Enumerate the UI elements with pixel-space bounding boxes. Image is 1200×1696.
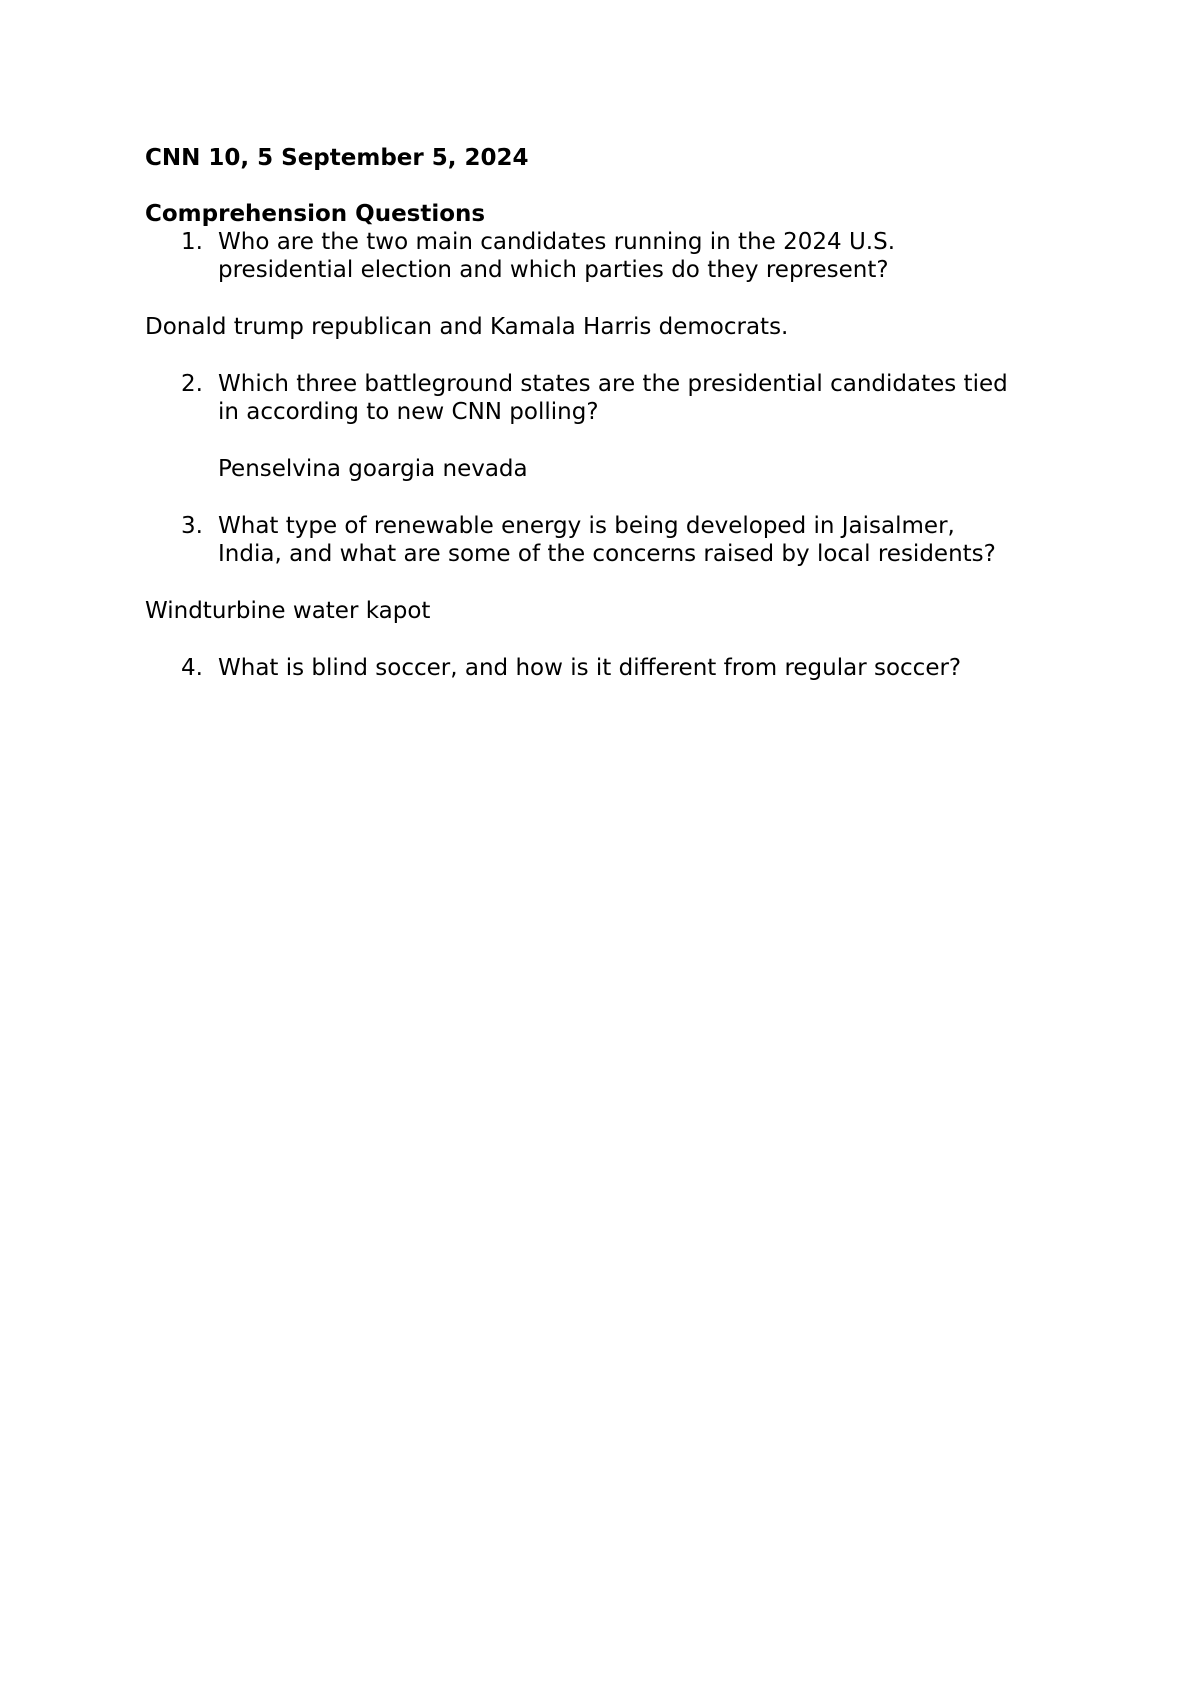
document-heading: CNN 10, 5 September 5, 2024 — [145, 145, 529, 171]
section-title: Comprehension Questions — [145, 201, 486, 227]
answer-text: Donald trump republican and Kamala Harris democrats. — [145, 314, 789, 340]
question-number: 2. — [181, 371, 203, 397]
question-text-line: Who are the two main candidates running in the 2024 U.S. — [218, 229, 896, 255]
question-text-line: Which three battleground states are the presidential candidates tied — [218, 371, 1008, 397]
answer-text: Windturbine water kapot — [145, 598, 431, 624]
question-number: 4. — [181, 655, 203, 681]
question-text-line: What type of renewable energy is being developed in Jaisalmer, — [218, 513, 955, 539]
question-text-line: What is blind soccer, and how is it different from regular soccer? — [218, 655, 962, 681]
question-text-line: India, and what are some of the concerns raised by local residents? — [218, 541, 996, 567]
question-text-line: presidential election and which parties do they represent? — [218, 257, 889, 283]
question-number: 3. — [181, 513, 203, 539]
question-number: 1. — [181, 229, 203, 255]
question-text-line: in according to new CNN polling? — [218, 399, 599, 425]
answer-text: Penselvina goargia nevada — [218, 456, 528, 482]
